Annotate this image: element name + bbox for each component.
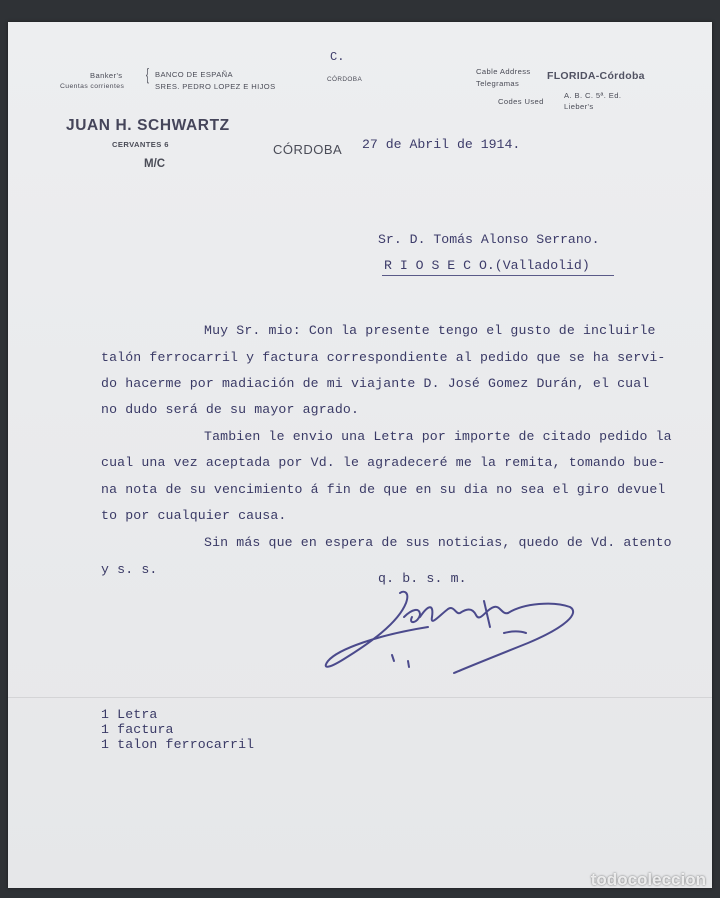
cable-label: Cable Address (476, 67, 531, 76)
accounts-label: Cuentas corrientes (60, 83, 125, 90)
bank-2: SRES. PEDRO LOPEZ E HIJOS (155, 82, 276, 91)
recipient-city: R I O S E C O.(Valladolid) (384, 258, 590, 273)
letter-page (8, 22, 712, 888)
body-line: do hacerme por madiación de mi viajante D. José Gomez Durán, el cual (101, 376, 650, 391)
body-line: na nota de su vencimiento á fin de que en su dia no sea el giro devuel (101, 482, 666, 497)
enclosure-item: 1 factura (101, 722, 174, 737)
bank-city: CÓRDOBA (327, 76, 363, 83)
body-line: to por cualquier causa. (101, 508, 287, 523)
codes-value-1: A. B. C. 5ª. Ed. (564, 91, 622, 100)
cable-value: FLORIDA-Córdoba (547, 70, 645, 82)
recipient-name: Sr. D. Tomás Alonso Serrano. (378, 232, 600, 247)
signature-stroke (454, 604, 573, 673)
telegram-label: Telegramas (476, 79, 520, 88)
watermark: todocoleccion (590, 870, 706, 889)
body-line: Tambien le envio una Letra por importe de citado pedido la (204, 429, 672, 444)
reference: M/C (144, 158, 166, 170)
signature-stroke (504, 632, 526, 634)
codes-label: Codes Used (498, 97, 544, 106)
body-line: talón ferrocarril y factura correspondiente al pedido que se ha servi- (101, 350, 666, 365)
center-mark: C. (330, 50, 345, 64)
recipient-underline (382, 275, 614, 276)
body-line: cual una vez aceptada por Vd. le agradeceré me la remita, tomando bue- (101, 455, 666, 470)
signature (308, 587, 588, 677)
body-line: no dudo será de su mayor agrado. (101, 402, 360, 417)
signature-stroke (420, 607, 508, 621)
bank-brace: { (146, 65, 149, 84)
signature-stroke (408, 661, 409, 667)
fold-line (8, 697, 712, 698)
place: CÓRDOBA (273, 142, 343, 157)
enclosure-item: 1 talon ferrocarril (101, 737, 255, 752)
closing-formula: q. b. s. m. (378, 571, 467, 586)
bankers-label: Banker's (90, 71, 123, 80)
signature-stroke (326, 592, 428, 667)
enclosure-item: 1 Letra (101, 707, 158, 722)
firm-address: CERVANTES 6 (112, 140, 169, 149)
date: 27 de Abril de 1914. (362, 137, 521, 152)
signature-stroke (392, 655, 394, 661)
firm-name: JUAN H. SCHWARTZ (66, 117, 230, 134)
bank-1: BANCO DE ESPAÑA (155, 70, 234, 79)
codes-value-2: Lieber's (564, 102, 594, 111)
body-line: Muy Sr. mio: Con la presente tengo el gusto de incluirle (204, 323, 656, 338)
body-line: Sin más que en espera de sus noticias, quedo de Vd. atento (204, 535, 672, 550)
signature-stroke (404, 610, 420, 622)
body-line: y s. s. (101, 562, 158, 577)
